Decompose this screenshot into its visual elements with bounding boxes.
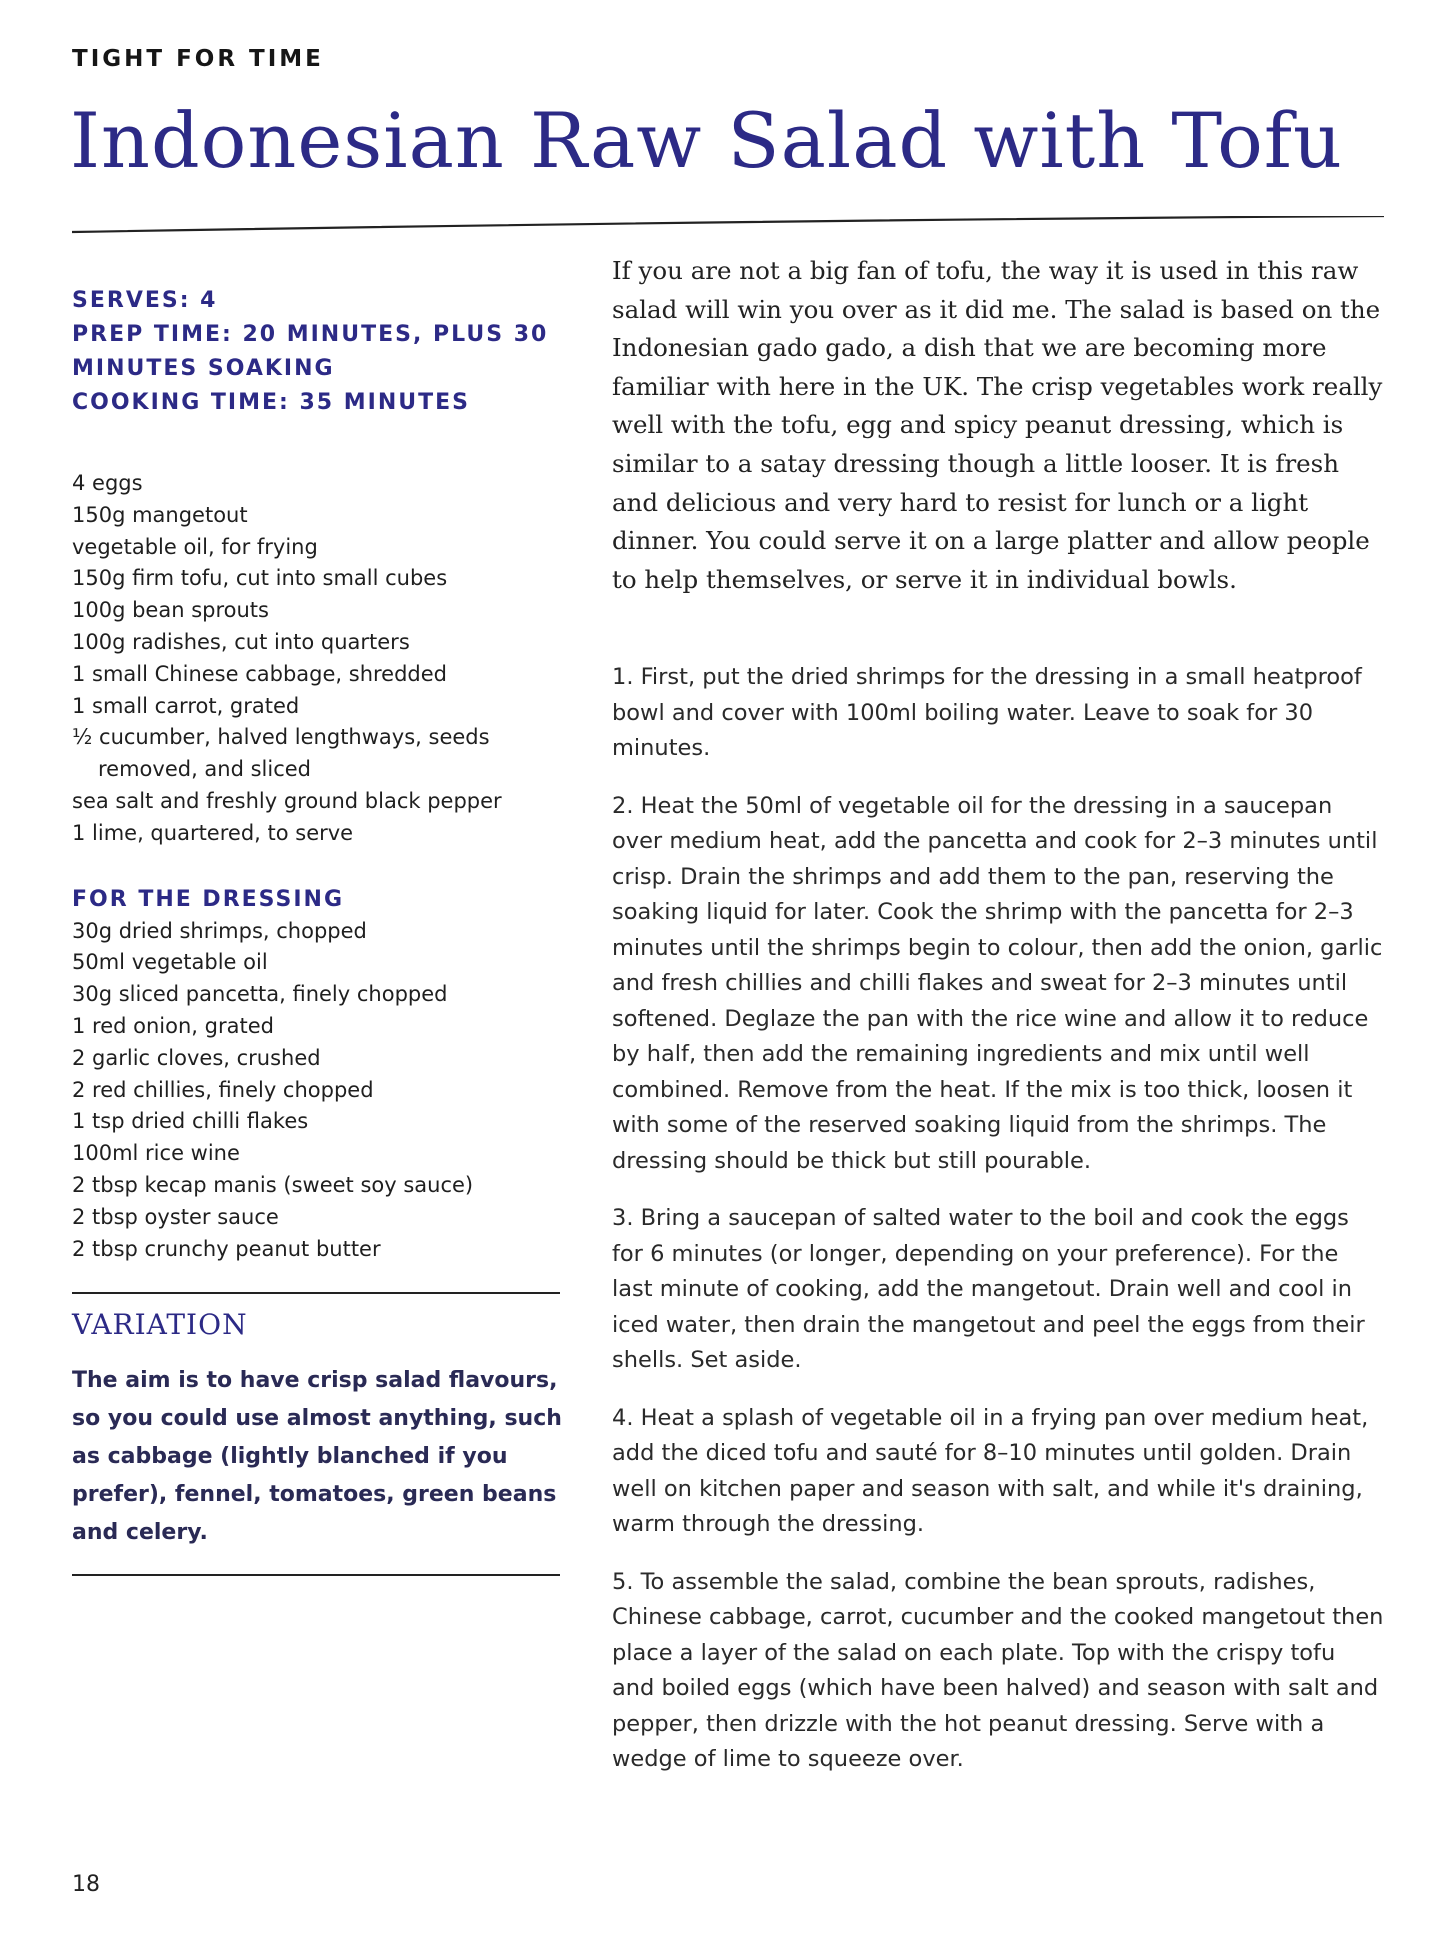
ingredient-item: 4 eggs xyxy=(72,471,143,495)
title-divider xyxy=(72,216,1392,236)
dressing-item: 50ml vegetable oil xyxy=(72,950,268,975)
variation-top-divider xyxy=(72,1292,560,1294)
dressing-list xyxy=(72,916,572,1266)
dressing-item: 30g dried shrimps, chopped xyxy=(72,918,367,943)
recipe-title: Indonesian Raw Salad with Tofu xyxy=(70,96,1343,185)
method-step: 5. To assemble the salad, combine the bean sprouts, radishes, Chinese cabbage, carrot, cucumber and the cooked mangetout then place a layer of the salad on each plate. Top with the crispy tofu and boiled eggs (which have been halved) and season with salt and pepper, then drizzle with the hot peanut dressing. Serve with a wedge of lime to squeeze over. xyxy=(612,1568,1384,1772)
recipe-meta xyxy=(72,284,572,420)
intro-paragraph: If you are not a big fan of tofu, the way it is used in this raw salad will win you over as it did me. The salad is based on the Indonesian gado gado, a dish that we are becoming more familiar with here in the UK. The crisp vegetables work really well with the tofu, egg and spicy peanut dressing, which is similar to a satay dressing though a little looser. It is fresh and delicious and very hard to resist for lunch or a light dinner. You could serve it on a large platter and allow people to help themselves, or serve it in individual bowls. xyxy=(612,256,1383,594)
variation-title: VARIATION xyxy=(72,1308,248,1341)
ingredient-item: ½ cucumber, halved lengthways, seeds removed, and sliced xyxy=(72,725,490,782)
page-number: 18 xyxy=(72,1872,100,1897)
dressing-heading: FOR THE DRESSING xyxy=(72,886,345,912)
dressing-item: 100ml rice wine xyxy=(72,1141,240,1166)
ingredients-list xyxy=(72,468,572,850)
ingredient-item: 1 small carrot, grated xyxy=(72,693,300,718)
dressing-item: 2 tbsp crunchy peanut butter xyxy=(72,1236,381,1261)
ingredient-item: 150g mangetout xyxy=(72,502,248,527)
method-step: 4. Heat a splash of vegetable oil in a frying pan over medium heat, add the diced tofu and sauté for 8–10 minutes until golden. Drain well on kitchen paper and season with salt, and while it's draining, warm through the dressing. xyxy=(612,1404,1369,1537)
ingredient-item: 1 small Chinese cabbage, shredded xyxy=(72,661,448,686)
method-step: 2. Heat the 50ml of vegetable oil for the dressing in a saucepan over medium heat, add the pancetta and cook for 2–3 minutes until crisp. Drain the shrimps and add them to the pan, reserving the soaking liquid for later. Cook the shrimp with the pancetta for 2–3 minutes until the shrimps begin to colour, then add the onion, garlic and fresh chillies and chilli flakes and sweat for 2–3 minutes until softened. Deglaze the pan with the rice wine and allow it to reduce by half, then add the remaining ingredients and mix until well combined. Remove from the heat. If the mix is too thick, loosen it with some of the reserved soaking liquid from the shrimps. The dressing should be thick but still pourable. xyxy=(612,792,1383,1174)
dressing-item: 1 tsp dried chilli flakes xyxy=(72,1109,309,1134)
variation-text: The aim is to have crisp salad flavours, so you could use almost anything, such as cabbage (lightly blanched if you prefer), fennel, tomatoes, green beans and celery. xyxy=(72,1368,562,1545)
dressing-item: 1 red onion, grated xyxy=(72,1013,274,1038)
serves: SERVES: 4 xyxy=(72,288,218,313)
ingredient-item: 100g radishes, cut into quarters xyxy=(72,629,410,654)
method-step: 3. Bring a saucepan of salted water to the boil and cook the eggs for 6 minutes (or longer, depending on your preference). For the last minute of cooking, add the mangetout. Drain well and cool in iced water, then drain the mangetout and peel the eggs from their shells. Set aside. xyxy=(612,1205,1365,1373)
dressing-item: 2 tbsp oyster sauce xyxy=(72,1204,279,1229)
section-kicker: TIGHT FOR TIME xyxy=(72,46,324,72)
ingredient-item: vegetable oil, for frying xyxy=(72,534,318,559)
variation-bottom-divider xyxy=(72,1574,560,1576)
ingredient-item: 1 lime, quartered, to serve xyxy=(72,820,354,845)
dressing-item: 2 tbsp kecap manis (sweet soy sauce) xyxy=(72,1172,474,1197)
method-step: 1. First, put the dried shrimps for the dressing in a small heatproof bowl and cover with 100ml boiling water. Leave to soak for 30 minutes. xyxy=(612,664,1362,761)
cooking-time: COOKING TIME: 35 MINUTES xyxy=(72,390,470,415)
left-column xyxy=(72,284,572,1265)
ingredient-item: sea salt and freshly ground black pepper xyxy=(72,788,502,813)
prep-time: PREP TIME: 20 MINUTES, PLUS 30 MINUTES SOAKING xyxy=(72,322,549,381)
method-steps xyxy=(612,660,1384,1800)
ingredient-item: 100g bean sprouts xyxy=(72,598,269,623)
dressing-item: 2 red chillies, finely chopped xyxy=(72,1077,374,1102)
dressing-item: 2 garlic cloves, crushed xyxy=(72,1045,321,1070)
dressing-item: 30g sliced pancetta, finely chopped xyxy=(72,982,448,1007)
ingredient-item: 150g firm tofu, cut into small cubes xyxy=(72,566,448,591)
